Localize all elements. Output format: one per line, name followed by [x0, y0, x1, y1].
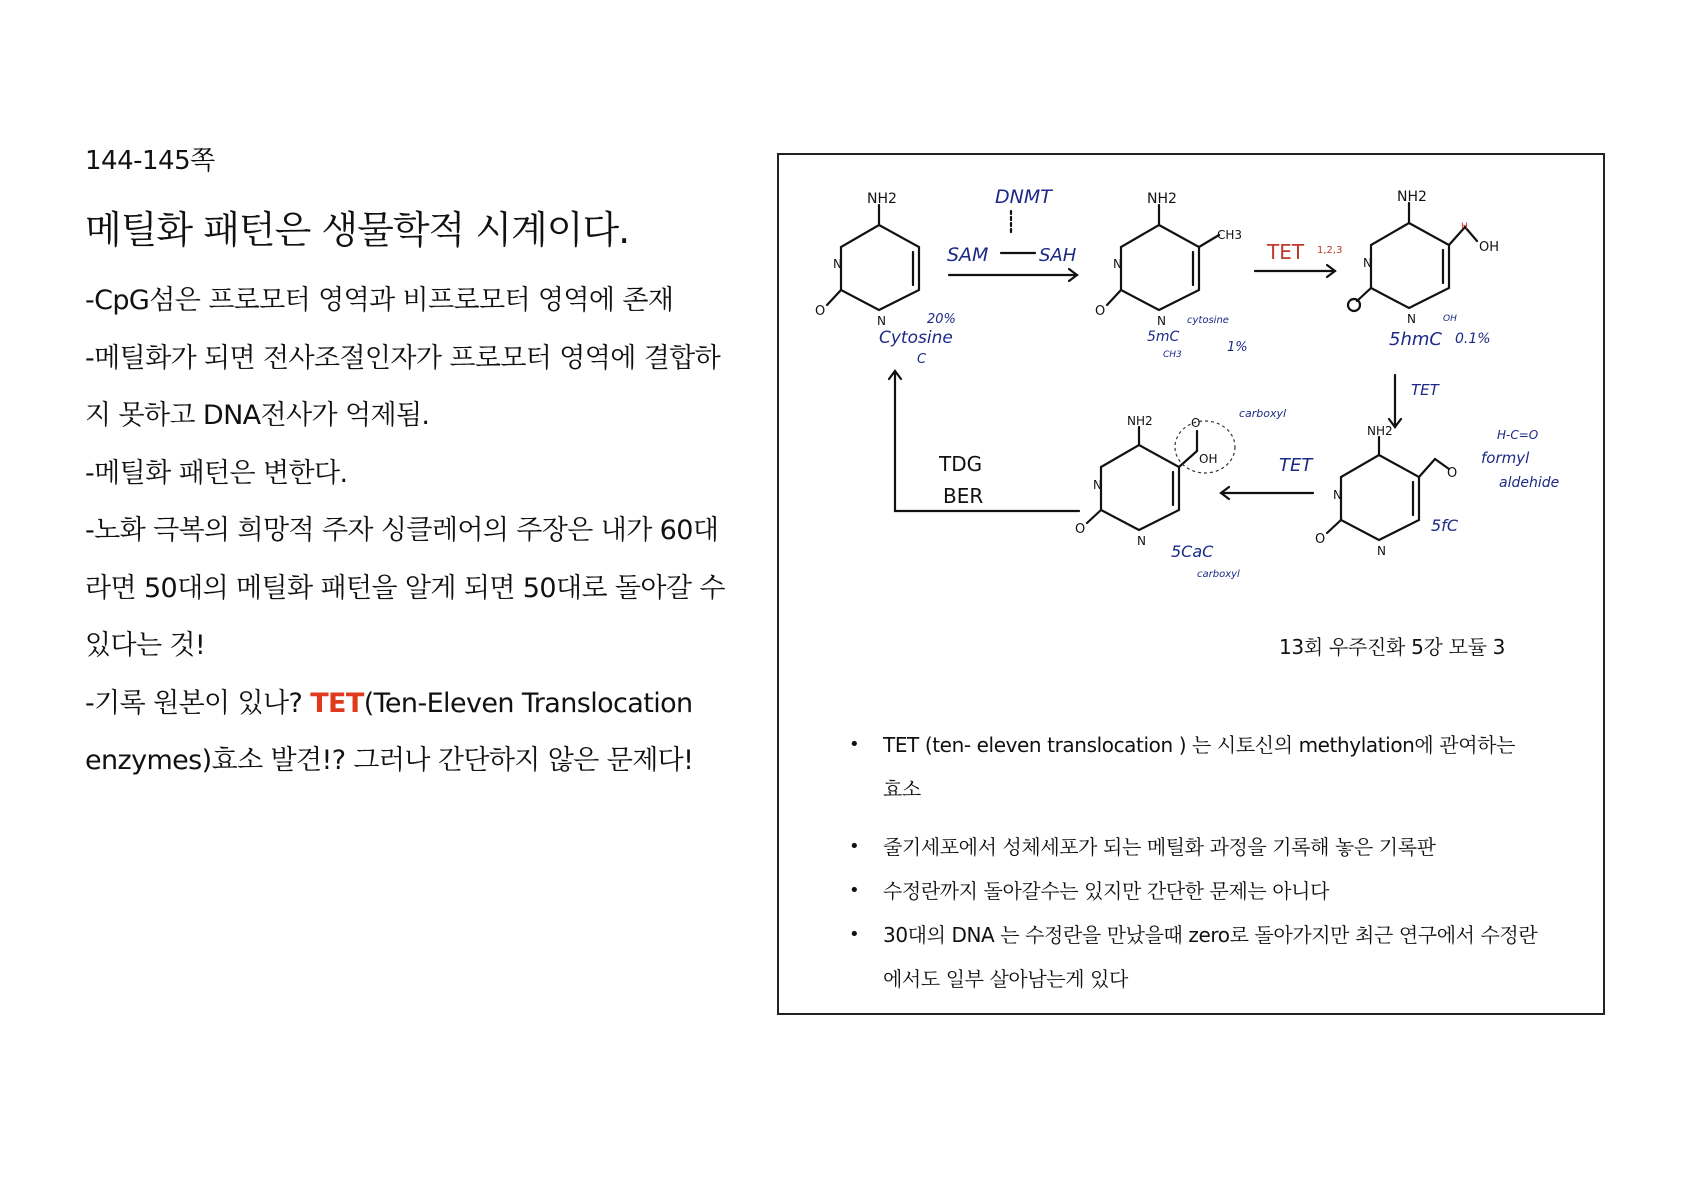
o-label: O	[815, 304, 826, 319]
oh-note: OH	[1443, 314, 1457, 324]
bullet-text: TET (ten- eleven translocation ) 는 시토신의 methylation에 관여하는	[883, 733, 1515, 757]
n-label: N	[1377, 544, 1386, 558]
aldehide-label: aldehide	[1499, 475, 1560, 491]
5cac-label: 5CaC	[1171, 542, 1214, 561]
note-line: 있다는 것!	[85, 630, 206, 661]
5cac-structure	[1075, 414, 1235, 548]
note-line: enzymes)효소 발견!? 그러나 간단하지 않은 문제다!	[85, 745, 694, 776]
bullet-text: 수정란까지 돌아갈수는 있지만 간단한 문제는 아니다	[883, 879, 1330, 903]
bullet-dot: •	[849, 836, 860, 857]
slide-panel	[777, 153, 1605, 1015]
dnmt-label: DNMT	[995, 186, 1052, 208]
o-label: O	[1095, 304, 1106, 319]
5fc-label: 5fC	[1431, 516, 1458, 535]
n-label: N	[833, 257, 842, 271]
o-label: O	[1075, 522, 1086, 537]
n-label: N	[1137, 534, 1146, 548]
bullet-text: 효소	[883, 777, 921, 801]
ber-label: BER	[943, 484, 984, 508]
carboxyl-bottom-label: carboxyl	[1197, 569, 1240, 580]
tet-down-label: TET	[1411, 381, 1439, 399]
5mc-structure	[1095, 191, 1242, 328]
o-label: O	[1191, 416, 1201, 430]
bullet-item	[849, 825, 1549, 869]
carboxyl-top-label: carboxyl	[1239, 407, 1287, 420]
note-line-tet	[85, 675, 745, 733]
5hmc-structure	[1348, 189, 1499, 326]
n-label: N	[1333, 488, 1342, 502]
n-label: N	[1113, 257, 1122, 271]
page-reference: 144-145쪽	[85, 146, 215, 176]
nh2-label: NH2	[1397, 189, 1427, 205]
cytosine-label: Cytosine	[879, 328, 953, 348]
pct-cytosine: 20%	[927, 312, 956, 327]
tet-left-label: TET	[1279, 455, 1313, 476]
pct-5mc: 1%	[1227, 340, 1248, 355]
5fc-structure	[1315, 424, 1457, 558]
tet-highlight: TET	[310, 687, 364, 719]
slide-caption: 13회 우주진화 5강 모듈 3	[1279, 635, 1506, 659]
bullet-dot: •	[849, 924, 860, 945]
nh2-label: NH2	[1147, 191, 1177, 207]
notes-body	[85, 272, 745, 790]
bullet-text: 줄기세포에서 성체세포가 되는 메틸화 과정을 기록해 놓은 기록판	[883, 835, 1436, 859]
note-line: 라면 50대의 메틸화 패턴을 알게 되면 50대로 돌아갈 수	[85, 572, 725, 604]
bullet-text: 에서도 일부 살아남는게 있다	[883, 967, 1128, 991]
5mc-note: cytosine	[1187, 315, 1229, 326]
hco-label: H-C=O	[1497, 428, 1539, 442]
h-label: H	[1461, 222, 1468, 232]
bullet-text: 30대의 DNA 는 수정란을 만났을때 zero로 돌아가지만 최근 연구에서 수정란	[883, 923, 1538, 947]
c-label: C	[917, 352, 927, 367]
n-label: N	[1157, 314, 1166, 328]
notes-column	[85, 140, 745, 790]
sah-label: SAH	[1039, 245, 1077, 266]
o-label: O	[1315, 532, 1326, 547]
bullet-dot: •	[849, 880, 860, 901]
oh-label: OH	[1199, 452, 1218, 466]
note-text: -기록 원본이 있나?	[85, 687, 311, 719]
bullet-list	[849, 723, 1549, 1001]
methylation-cycle-diagram	[779, 155, 1603, 595]
tet-123-sup: 1,2,3	[1317, 245, 1343, 256]
n-label: N	[877, 314, 886, 328]
ch3-label: CH3	[1217, 228, 1243, 242]
note-text: (Ten-Eleven Translocation	[363, 687, 693, 719]
n-label: N	[1407, 312, 1416, 326]
5mc-label: 5mC	[1147, 329, 1180, 345]
note-line: 지 못하고 DNA전사가 억제됨.	[85, 400, 430, 431]
tet-123-label: TET	[1267, 240, 1305, 264]
bullet-item	[849, 869, 1549, 913]
tdg-label: TDG	[939, 452, 983, 476]
note-line: -CpG섬은 프로모터 영역과 비프로모터 영역에 존재	[85, 285, 674, 316]
oh-label: OH	[1479, 240, 1500, 255]
pct-5hmc: 0.1%	[1455, 331, 1491, 347]
sam-label: SAM	[947, 244, 989, 266]
cytosine-structure	[815, 191, 919, 328]
note-line: -메틸화 패턴은 변한다.	[85, 457, 348, 489]
n-label: N	[1363, 256, 1372, 270]
nh2-label: NH2	[1127, 414, 1153, 428]
5mc-ch3-note: CH3	[1163, 350, 1182, 360]
nh2-label: NH2	[1367, 424, 1393, 438]
arrow-demethylation	[895, 371, 1079, 511]
nh2-label: NH2	[867, 191, 897, 207]
5hmc-label: 5hmC	[1389, 329, 1442, 350]
note-line: -메틸화가 되면 전사조절인자가 프로모터 영역에 결합하	[85, 342, 721, 374]
n-label: N	[1093, 478, 1102, 492]
bullet-item	[849, 913, 1549, 1001]
page-title: 메틸화 패턴은 생물학적 시계이다.	[85, 208, 630, 252]
bullet-item	[849, 723, 1549, 811]
formyl-label: formyl	[1481, 449, 1530, 467]
bullet-dot: •	[849, 734, 860, 755]
note-line: -노화 극복의 희망적 주자 싱클레어의 주장은 내가 60대	[85, 515, 719, 546]
o-label: O	[1447, 466, 1458, 481]
